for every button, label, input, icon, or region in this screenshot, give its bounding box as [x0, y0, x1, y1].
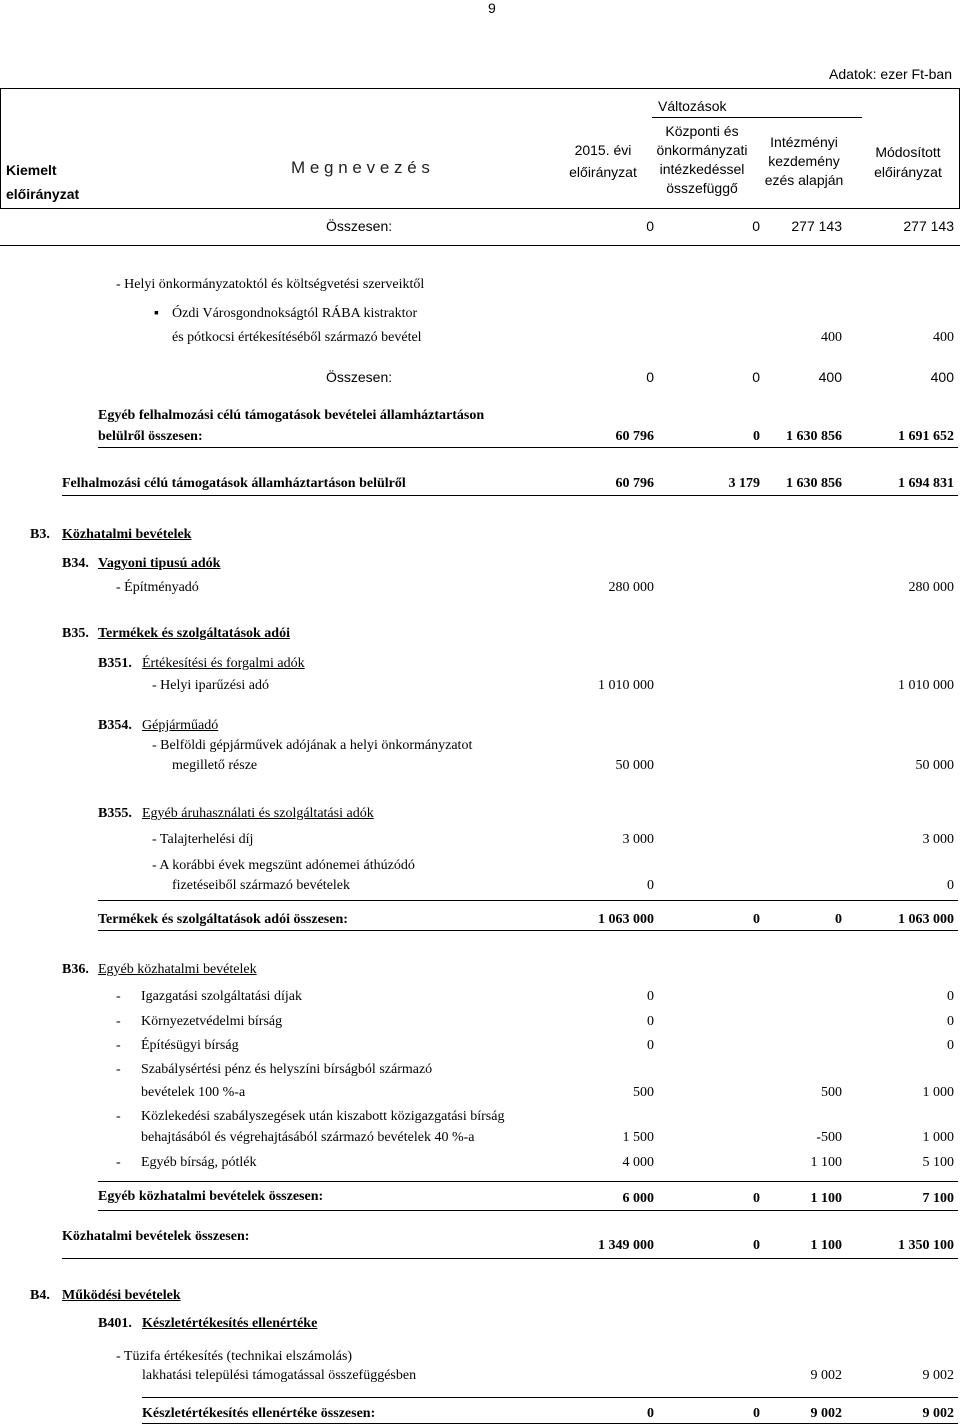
- talajterhelesi: - Talajterhelési díj: [152, 832, 254, 847]
- header-intezmenyi-line2: kezdemény: [768, 153, 840, 169]
- egyeb-birsag-v4: 5 100: [922, 1155, 954, 1170]
- header-2015: [556, 142, 650, 180]
- talajterhelesi-v4: 3 000: [922, 832, 954, 847]
- egyeb-kozhatalmi-v4: 7 100: [922, 1191, 954, 1206]
- header-kiemelt: Kiemelt: [6, 162, 57, 178]
- korabbi-line2: fizetéseiből származó bevételek: [172, 878, 351, 893]
- header-megnevezes: M e g n e v e z é s: [291, 158, 430, 177]
- tuzifa-v4: 9 002: [922, 1368, 954, 1383]
- helyi-onkormanyzatok: - Helyi önkormányzatoktól és költségvetési szerveiktől: [116, 277, 425, 292]
- kozhatalmi-v4: 1 350 100: [898, 1238, 954, 1253]
- kozhatalmi-v1: 1 349 000: [598, 1238, 654, 1253]
- egyeb-birsag-v3: 1 100: [810, 1155, 842, 1170]
- igazgatasi-v1: 0: [647, 989, 654, 1004]
- epitmenyado-v4: 280 000: [908, 580, 954, 595]
- header-kozponti-line1: Központi és: [665, 123, 739, 139]
- egyeb-felhalmozasi-v3: 1 630 856: [786, 429, 842, 444]
- ozdi-v4: 400: [933, 330, 954, 345]
- b36-code: B36.: [62, 962, 89, 977]
- keszlet-v3: 9 002: [810, 1406, 842, 1421]
- osszesen-2-v1: 0: [646, 369, 654, 385]
- egyeb-kozhatalmi-v3: 1 100: [810, 1191, 842, 1206]
- felhalmozasi-celu-v2: 3 179: [728, 476, 760, 491]
- dash-kozlekedesi: -: [116, 1109, 121, 1124]
- osszesen-1-v3: 277 143: [791, 218, 842, 234]
- header-kozponti: [652, 122, 752, 198]
- osszesen-2-v4: 400: [930, 369, 954, 385]
- szabalysertesi-v3: 500: [821, 1085, 842, 1100]
- epitmenyado-v1: 280 000: [608, 580, 654, 595]
- szabalysertesi-line2: bevételek 100 %-a: [141, 1085, 246, 1100]
- header-kiemelt-eloiranyzat: előirányzat: [6, 186, 80, 202]
- dash-kornyezet: -: [116, 1014, 121, 1029]
- egyeb-birsag-v1: 4 000: [622, 1155, 654, 1170]
- igazgatasi-v4: 0: [947, 989, 954, 1004]
- felhalmozasi-celu-v4: 1 694 831: [898, 476, 954, 491]
- b4-code: B4.: [30, 1288, 50, 1303]
- b3-title: Közhatalmi bevételek: [62, 527, 192, 542]
- szabalysertesi-v1: 500: [633, 1085, 654, 1100]
- b34-code: B34.: [62, 556, 89, 571]
- ozdi-v3: 400: [821, 330, 842, 345]
- epitesugyi-v4: 0: [947, 1038, 954, 1053]
- keszlet-v1: 0: [647, 1406, 654, 1421]
- termekek-osszesen: Termékek és szolgáltatások adói összesen:: [98, 912, 348, 927]
- termekek-osszesen-v2: 0: [753, 912, 760, 927]
- epitesugyi: Építésügyi bírság: [141, 1038, 239, 1053]
- b351-code: B351.: [98, 656, 132, 671]
- tuzifa-v3: 9 002: [810, 1368, 842, 1383]
- osszesen-1-v1: 0: [646, 218, 654, 234]
- header-modositott: [860, 142, 956, 182]
- kozlekedesi-v1: 1 500: [622, 1130, 654, 1145]
- kornyezetvedelmi: Környezetvédelmi bírság: [141, 1014, 283, 1029]
- keszletertekesites-osszesen: Készletértékesítés ellenértéke összesen:: [142, 1406, 376, 1421]
- header-intezmenyi-line1: Intézményi: [770, 134, 838, 150]
- egyeb-kozhatalmi-v1: 6 000: [622, 1191, 654, 1206]
- b3-code: B3.: [30, 527, 50, 542]
- epitmenyado: - Építményadó: [116, 580, 199, 595]
- b351-title: Értékesítési és forgalmi adók: [142, 656, 305, 671]
- belfoldi-line2: megillető része: [172, 758, 258, 773]
- belfoldi-v1: 50 000: [615, 758, 654, 773]
- kozlekedesi-line1: Közlekedési szabályszegések után kiszabott közigazgatási bírság: [141, 1109, 505, 1124]
- header-intezmenyi: [754, 133, 854, 190]
- header-2015-line1: 2015. évi: [574, 142, 632, 158]
- felhalmozasi-celu-v1: 60 796: [615, 476, 654, 491]
- osszesen-1-v4: 277 143: [903, 218, 954, 234]
- egyeb-kozhatalmi-v2: 0: [753, 1191, 760, 1206]
- korabbi-v4: 0: [947, 878, 954, 893]
- szabalysertesi-line1: Szabálysértési pénz és helyszíni bírságból származó: [141, 1062, 433, 1077]
- b355-code: B355.: [98, 806, 132, 821]
- kornyezetvedelmi-v4: 0: [947, 1014, 954, 1029]
- belfoldi-line1: - Belföldi gépjárművek adójának a helyi önkormányzatot: [152, 738, 473, 753]
- kozlekedesi-v3: -500: [816, 1130, 842, 1145]
- osszesen-label-1: Összesen:: [326, 218, 393, 234]
- dash-epitesugyi: -: [116, 1038, 121, 1053]
- ozdi-line2: és pótkocsi értékesítéséből származó bevétel: [172, 330, 422, 345]
- iparuzesi-ado-v1: 1 010 000: [598, 678, 654, 693]
- dash-szabalysertesi: -: [116, 1062, 121, 1077]
- header-kozponti-line2: önkormányzati: [656, 142, 748, 158]
- b401-title: Készletértékesítés ellenértéke: [142, 1316, 318, 1331]
- keszlet-v4: 9 002: [922, 1406, 954, 1421]
- kozlekedesi-v4: 1 000: [922, 1130, 954, 1145]
- osszesen-2-v2: 0: [752, 369, 760, 385]
- egyeb-birsag: Egyéb bírság, pótlék: [141, 1155, 257, 1170]
- kozhatalmi-osszesen: Közhatalmi bevételek összesen:: [62, 1229, 250, 1244]
- egyeb-felhalmozasi-line2: belülről összesen:: [98, 429, 203, 444]
- kozlekedesi-line2: behajtásából és végrehajtásából származó bevételek 40 %-a: [141, 1130, 475, 1145]
- page-number: 9: [488, 0, 496, 16]
- b35-title: Termékek és szolgáltatások adói: [98, 626, 290, 641]
- osszesen-label-2: Összesen:: [326, 369, 393, 385]
- talajterhelesi-v1: 3 000: [622, 832, 654, 847]
- b35-code: B35.: [62, 626, 89, 641]
- header-modositott-line2: előirányzat: [874, 164, 942, 180]
- b36-title: Egyéb közhatalmi bevételek: [98, 962, 257, 977]
- dash-egyeb-birsag: -: [116, 1155, 121, 1170]
- header-modositott-line1: Módosított: [875, 144, 941, 160]
- b34-title: Vagyoni tipusú adók: [98, 556, 221, 571]
- termekek-osszesen-v1: 1 063 000: [598, 912, 654, 927]
- header-2015-line2: előirányzat: [569, 164, 637, 180]
- korabbi-v1: 0: [647, 878, 654, 893]
- ozdi-line1: Ózdi Városgondnokságtól RÁBA kistraktor: [172, 306, 418, 321]
- kozhatalmi-v2: 0: [753, 1238, 760, 1253]
- tuzifa-line1: - Tüzifa értékesítés (technikai elszámolás): [116, 1349, 353, 1364]
- osszesen-2-v3: 400: [818, 369, 842, 385]
- felhalmozasi-celu: Felhalmozási célú támogatások államháztartáson belülről: [62, 476, 406, 491]
- header-kozponti-line4: összefüggő: [666, 180, 738, 196]
- b354-code: B354.: [98, 718, 132, 733]
- ozdi-bullet: ▪: [154, 306, 159, 321]
- kornyezetvedelmi-v1: 0: [647, 1014, 654, 1029]
- header-valtozasok: Változások: [658, 98, 727, 114]
- egyeb-felhalmozasi-v1: 60 796: [615, 429, 654, 444]
- tuzifa-line2: lakhatási települési támogatással összefüggésben: [142, 1368, 417, 1383]
- header-intezmenyi-line3: ezés alapján: [764, 172, 844, 188]
- iparuzesi-ado-v4: 1 010 000: [898, 678, 954, 693]
- igazgatasi: Igazgatási szolgáltatási díjak: [141, 989, 302, 1004]
- termekek-osszesen-v4: 1 063 000: [898, 912, 954, 927]
- felhalmozasi-celu-v3: 1 630 856: [786, 476, 842, 491]
- belfoldi-v4: 50 000: [915, 758, 954, 773]
- szabalysertesi-v4: 1 000: [922, 1085, 954, 1100]
- header-kozponti-line3: intézkedéssel: [659, 161, 745, 177]
- b354-title: Gépjárműadó: [142, 718, 219, 733]
- b4-title: Működési bevételek: [62, 1288, 181, 1303]
- egyeb-felhalmozasi-v2: 0: [753, 429, 760, 444]
- osszesen-1-v2: 0: [752, 218, 760, 234]
- egyeb-kozhatalmi-osszesen: Egyéb közhatalmi bevételek összesen:: [98, 1189, 324, 1204]
- kozhatalmi-v3: 1 100: [810, 1238, 842, 1253]
- termekek-osszesen-v3: 0: [835, 912, 842, 927]
- iparuzesi-ado: - Helyi iparűzési adó: [152, 678, 270, 693]
- dash-igazgatasi: -: [116, 989, 121, 1004]
- units-note: Adatok: ezer Ft-ban: [829, 66, 952, 82]
- korabbi-line1: - A korábbi évek megszünt adónemei áthúzódó: [152, 858, 415, 873]
- egyeb-felhalmozasi-v4: 1 691 652: [898, 429, 954, 444]
- epitesugyi-v1: 0: [647, 1038, 654, 1053]
- keszlet-v2: 0: [753, 1406, 760, 1421]
- egyeb-felhalmozasi-line1: Egyéb felhalmozási célú támogatások bevételei államháztartáson: [98, 408, 485, 423]
- b401-code: B401.: [98, 1316, 132, 1331]
- b355-title: Egyéb áruhasználati és szolgáltatási adók: [142, 806, 374, 821]
